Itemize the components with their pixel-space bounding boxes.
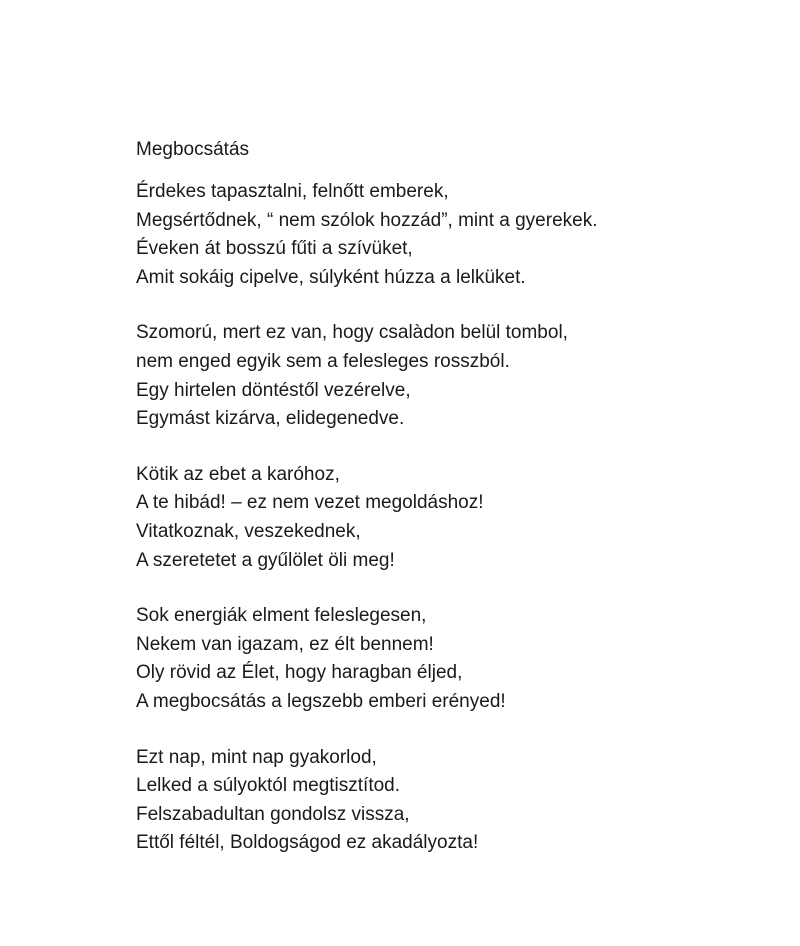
poem-title: Megbocsátás <box>136 139 250 160</box>
stanza-2 <box>136 319 776 433</box>
poem-line: Ezt nap, mint nap gyakorlod, <box>136 746 377 768</box>
stanza-4 <box>136 602 776 716</box>
poem-line: Ettől féltél, Boldogságod ez akadályozta! <box>136 832 479 854</box>
poem-line: Egymást kizárva, elidegenedve. <box>136 408 405 430</box>
poem-line: A szeretetet a gyűlölet öli meg! <box>136 549 395 571</box>
stanza-5 <box>136 744 776 858</box>
poem-line: nem enged egyik sem a felesleges rosszból. <box>136 350 510 372</box>
poem-line: Egy hirtelen döntéstől vezérelve, <box>136 379 411 401</box>
poem-line: Amit sokáig cipelve, súlyként húzza a lelküket. <box>136 266 526 288</box>
poem-line: Lelked a súlyoktól megtisztítod. <box>136 775 401 797</box>
poem-line: A megbocsátás a legszebb emberi erényed! <box>136 690 506 712</box>
poem-line: Sok energiák elment feleslegesen, <box>136 605 427 627</box>
poem-line: Szomorú, mert ez van, hogy csalàdon belül tombol, <box>136 322 568 344</box>
poem-line: A te hibád! – ez nem vezet megoldáshoz! <box>136 492 484 514</box>
poem-line: Nekem van igazam, ez élt bennem! <box>136 633 434 655</box>
poem-line: Érdekes tapasztalni, felnőtt emberek, <box>136 181 449 202</box>
poem <box>136 136 776 885</box>
poem-line: Vitatkoznak, veszekednek, <box>136 520 361 542</box>
stanza-1 <box>136 178 776 292</box>
stanza-3 <box>136 461 776 575</box>
poem-line: Kötik az ebet a karóhoz, <box>136 463 340 485</box>
poem-line: Felszabadultan gondolsz vissza, <box>136 803 410 825</box>
poem-line: Oly rövid az Élet, hogy haragban éljed, <box>136 662 463 684</box>
poem-line: Megsértődnek, “ nem szólok hozzád”, mint a gyerekek. <box>136 209 598 231</box>
poem-line: Éveken át bosszú fűti a szívüket, <box>136 238 413 260</box>
